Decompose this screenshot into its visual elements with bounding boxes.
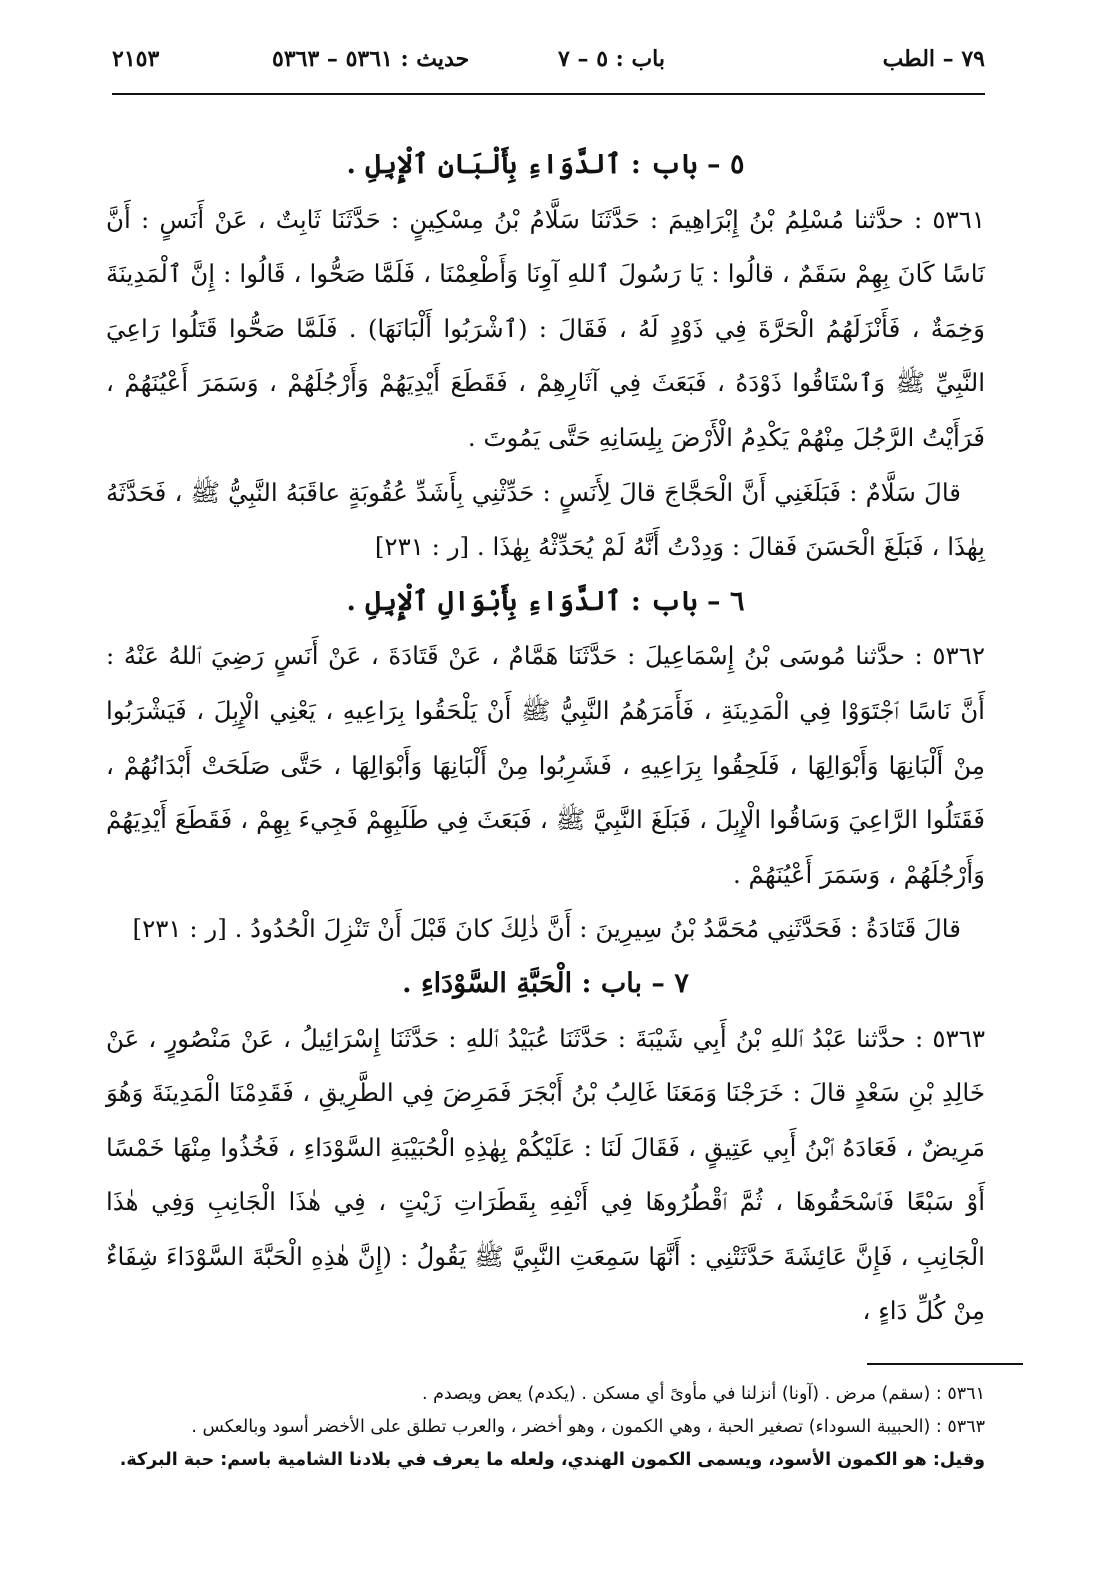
section-title-7: ٧ – باب : الْحَبَّةِ السَّوْدَاءِ . [402, 967, 689, 999]
footnotes [96, 1378, 985, 1477]
main-text [106, 138, 985, 1339]
bab-range: باب : ٥ – ٧ [558, 46, 665, 72]
hadith-5361-addendum: قالَ سَلَّامٌ : فَبَلَغَنِي أَنَّ الْحَجَّاجَ قالَ لِأَنَسٍ : حَدِّثْنِي بِأَشَدِّ عُقُوبَةٍ عاقَبَهُ النَّبِيُّ ﷺ ، فَحَدَّثَهُ بِهٰذَا ، فَبَلَغَ الْحَسَنَ فَقالَ : وَدِدْتُ أَنَّهُ لَمْ يُحَدِّثْهُ بِهٰذَا . [ر : ٢٣١] [106, 477, 985, 562]
hadith-5361: ٥٣٦١ : حدَّثنا مُسْلِمُ بْنُ إِبْرَاهِيمَ : حَدَّثَنَا سَلَّامُ بْنُ مِسْكِينٍ : حَدَّثَنَا ثَابِتٌ ، عَنْ أَنَسٍ : أَنَّ نَاسًا كَانَ بِهِمْ سَقَمٌ ، قالُوا : يَا رَسُولَ ٱللهِ آوِنَا وَأَطْعِمْنَا ، فَلَمَّا صَحُّوا ، قَالُوا : إِنَّ ٱلْمَدِينَةَ وَخِمَةٌ ، فَأَنْزَلَهُمُ الْحَرَّةَ فِي ذَوْدٍ لَهُ ، فَقَالَ : (ٱشْرَبُوا أَلْبَانَهَا) . فَلَمَّا صَحُّوا قَتَلُوا رَاعِيَ النَّبِيِّ ﷺ وَٱسْتَاقُوا ذَوْدَهُ ، فَبَعَثَ فِي آثَارِهِمْ ، فَقَطَعَ أَيْدِيَهُمْ وَأَرْجُلَهُمْ ، وَسَمَرَ أَعْيُنَهُمْ ، فَرَأَيْتُ الرَّجُلَ مِنْهُمْ يَكْدِمُ الْأَرْضَ بِلِسَانِهِ حَتَّى يَمُوتَ . [106, 204, 985, 452]
footnote-5363: ٥٣٦٣ : (الحبيبة السوداء) تصغير الحبة ، وهي الكمون ، وهو أخضر ، والعرب تطلق على الأخضر أسود وبالعكس . [191, 1417, 985, 1437]
page-number: ٢١٥٣ [112, 46, 160, 72]
section-title-6: ٦ – باب : ٱلدَّوَاءِ بِأَبْوَالِ ٱلْإِبِلِ . [346, 585, 745, 617]
hadith-5362: ٥٣٦٢ : حدَّثنا مُوسَى بْنُ إِسْمَاعِيلَ : حَدَّثَنَا هَمَّامٌ ، عَنْ قَتَادَةَ ، عَنْ أَنَسٍ رَضِيَ ٱللهُ عَنْهُ : أَنَّ نَاسًا ٱجْتَوَوْا فِي الْمَدِينَةِ ، فَأَمَرَهُمُ النَّبِيُّ ﷺ أَنْ يَلْحَقُوا بِرَاعِيهِ ، يَعْنِي الْإِبِلَ ، فَيَشْرَبُوا مِنْ أَلْبَانِهَا وَأَبْوَالِهَا ، فَلَحِقُوا بِرَاعِيهِ ، فَشَرِبُوا مِنْ أَلْبَانِهَا وَأَبْوَالِهَا ، حَتَّى صَلَحَتْ أَبْدَانُهُمْ ، فَقَتَلُوا الرَّاعِيَ وَسَاقُوا الْإِبِلَ ، فَبَلَغَ النَّبِيَّ ﷺ ، فَبَعَثَ فِي طَلَبِهِمْ فَجِيءَ بِهِمْ ، فَقَطَعَ أَيْدِيَهُمْ وَأَرْجُلَهُمْ ، وَسَمَرَ أَعْيُنَهُمْ . [106, 641, 985, 889]
hadith-range: حديث : ٥٣٦١ – ٥٣٦٣ [272, 46, 470, 72]
chapter-heading: ٧٩ – الطب [882, 46, 985, 72]
footnote-divider [867, 1363, 1023, 1365]
header-divider [112, 93, 985, 95]
footnote-5361: ٥٣٦١ : (سقم) مرض . (آونا) أنزلنا في مأوىً أي مسكن . (يكدم) يعض ويصدم . [422, 1384, 985, 1404]
section-title-5: ٥ – باب : ٱلدَّوَاءِ بِأَلْبَانِ ٱلْإِبِلِ . [346, 149, 745, 180]
running-header [112, 46, 985, 86]
footnote-5363-continued: وقيل: هو الكمون الأسود، ويسمى الكمون الهندي، ولعله ما يعرف في بلادنا الشامية باسم: حبة البركة. [119, 1450, 985, 1470]
hadith-5363: ٥٣٦٣ : حدَّثنا عَبْدُ ٱللهِ بْنُ أَبِي شَيْبَةَ : حَدَّثَنَا عُبَيْدُ ٱللهِ : حَدَّثَنَا إِسْرَائِيلُ ، عَنْ مَنْصُورٍ ، عَنْ خَالِدِ بْنِ سَعْدٍ قالَ : خَرَجْنَا وَمَعَنَا غَالِبُ بْنُ أَبْجَرَ فَمَرِضَ فِي الطَّرِيقِ ، فَقَدِمْنَا الْمَدِينَةَ وَهُوَ مَرِيضٌ ، فَعَادَهُ ٱبْنُ أَبِي عَتِيقٍ ، فَقَالَ لَنَا : عَلَيْكُمْ بِهٰذِهِ الْحُبَيْبَةِ السَّوْدَاءِ ، فَخُذُوا مِنْهَا خَمْسًا أَوْ سَبْعًا فَٱسْحَقُوهَا ، ثُمَّ ٱقْطُرُوهَا فِي أَنْفِهِ بِقَطَرَاتِ زَيْتٍ ، فِي هٰذَا الْجَانِبِ وَفِي هٰذَا الْجَانِبِ ، فَإِنَّ عَائِشَةَ حَدَّثَتْنِي : أَنَّهَا سَمِعَتِ النَّبِيَّ ﷺ يَقُولُ : (إِنَّ هٰذِهِ الْحَبَّةَ السَّوْدَاءَ شِفَاءٌ مِنْ كُلِّ دَاءٍ ، [106, 1023, 985, 1326]
hadith-5362-addendum: قالَ قَتَادَةُ : فَحَدَّثَنِي مُحَمَّدُ بْنُ سِيرِينَ : أَنَّ ذٰلِكَ كانَ قَبْلَ أَنْ تَنْزِلَ الْحُدُودُ . [ر : ٢٣١] [132, 914, 961, 944]
